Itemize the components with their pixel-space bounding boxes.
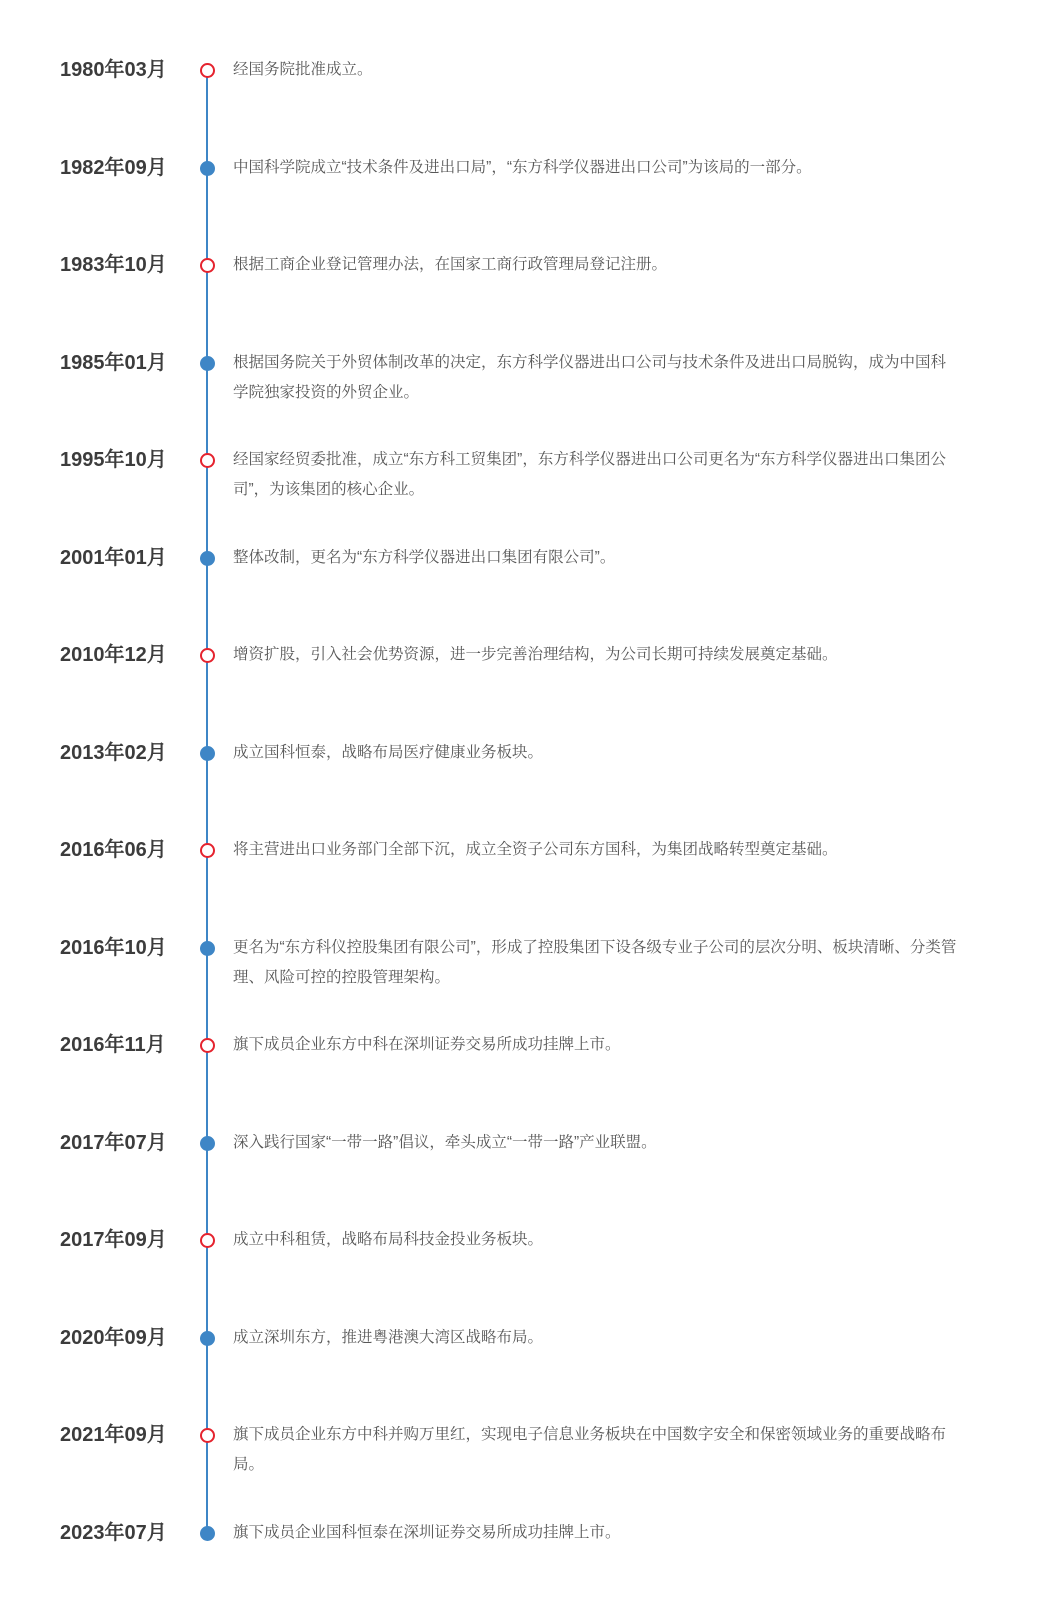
timeline-item [0,1421,1064,1473]
timeline-item [0,251,1064,279]
timeline-item [0,1324,1064,1352]
timeline-date: 2017年09月 [60,1229,167,1251]
timeline-date: 2020年09月 [60,1326,167,1349]
timeline-text: 旗下成员企业东方中科并购万里红，实现电子信息业务板块在中国数字安全和保密领域业务的重要战略布局。 [233,1426,947,1473]
timeline-text: 更名为“东方科仪控股集团有限公司”，形成了控股集团下设各级专业子公司的层次分明、板块清晰、分类管理、风险可控的控股管理架构。 [233,938,957,986]
timeline-dot-filled-icon [200,551,215,566]
timeline-dot-filled-icon [200,1136,215,1151]
timeline-line [206,70,208,1533]
timeline-item [0,641,1064,669]
timeline-date: 2016年06月 [60,839,167,861]
timeline-item [0,544,1064,572]
timeline-text: 整体改制，更名为“东方科学仪器进出口集团有限公司”。 [233,548,616,566]
timeline-dot-filled-icon [200,941,215,956]
timeline-dot-filled-icon [200,1526,215,1541]
timeline-dot-hollow-icon [200,1428,215,1443]
timeline-item [0,934,1064,986]
timeline-dot-hollow-icon [200,843,215,858]
timeline-item [0,154,1064,182]
timeline-text: 将主营进出口业务部门全部下沉，成立全资子公司东方国科，为集团战略转型奠定基础。 [233,841,838,858]
timeline-text: 根据工商企业登记管理办法，在国家工商行政管理局登记注册。 [233,256,668,273]
timeline-item [0,56,1064,84]
timeline-text: 成立国科恒泰，战略布局医疗健康业务板块。 [233,743,544,761]
timeline-item [0,446,1064,498]
timeline-dot-hollow-icon [200,1233,215,1248]
timeline-date: 2001年01月 [60,546,167,569]
timeline-item [0,1031,1064,1059]
timeline-text: 中国科学院成立“技术条件及进出口局”，“东方科学仪器进出口公司”为该局的一部分。 [233,158,812,176]
timeline-dot-hollow-icon [200,453,215,468]
timeline-date: 2016年11月 [60,1034,166,1056]
timeline-item [0,739,1064,767]
timeline-dot-hollow-icon [200,63,215,78]
timeline-item [0,1226,1064,1254]
timeline-date: 2010年12月 [60,644,167,666]
timeline-date: 2023年07月 [60,1521,167,1544]
timeline-text: 旗下成员企业国科恒泰在深圳证券交易所成功挂牌上市。 [233,1523,621,1541]
timeline-item [0,1519,1064,1547]
timeline-text: 成立深圳东方，推进粤港澳大湾区战略布局。 [233,1328,544,1346]
timeline-dot-filled-icon [200,161,215,176]
timeline-item [0,349,1064,401]
timeline-item [0,1129,1064,1157]
timeline-dot-hollow-icon [200,1038,215,1053]
timeline-date: 2016年10月 [60,936,167,959]
timeline-dot-filled-icon [200,356,215,371]
timeline-dot-filled-icon [200,746,215,761]
timeline-dot-hollow-icon [200,648,215,663]
timeline-text: 根据国务院关于外贸体制改革的决定，东方科学仪器进出口公司与技术条件及进出口局脱钩，成为中国科学院独家投资的外贸企业。 [233,353,947,401]
timeline-item [0,836,1064,864]
timeline-date: 1995年10月 [60,449,167,471]
timeline-date: 2013年02月 [60,741,167,764]
timeline-date: 2017年07月 [60,1131,167,1154]
timeline-text: 旗下成员企业东方中科在深圳证券交易所成功挂牌上市。 [233,1036,621,1053]
timeline-text: 经国家经贸委批准，成立“东方科工贸集团”，东方科学仪器进出口公司更名为“东方科学仪器进出口集团公司”，为该集团的核心企业。 [233,451,946,498]
timeline-dot-hollow-icon [200,258,215,273]
timeline-date: 1985年01月 [60,351,167,374]
timeline-date: 1980年03月 [60,59,167,81]
timeline-date: 1982年09月 [60,156,167,179]
timeline-text: 经国务院批准成立。 [233,61,373,78]
timeline-text: 成立中科租赁，战略布局科技金投业务板块。 [233,1231,544,1248]
timeline-date: 1983年10月 [60,254,167,276]
timeline-text: 增资扩股，引入社会优势资源，进一步完善治理结构，为公司长期可持续发展奠定基础。 [233,646,838,663]
timeline-text: 深入践行国家“一带一路”倡议，牵头成立“一带一路”产业联盟。 [233,1133,657,1151]
timeline-dot-filled-icon [200,1331,215,1346]
timeline-date: 2021年09月 [60,1424,167,1446]
